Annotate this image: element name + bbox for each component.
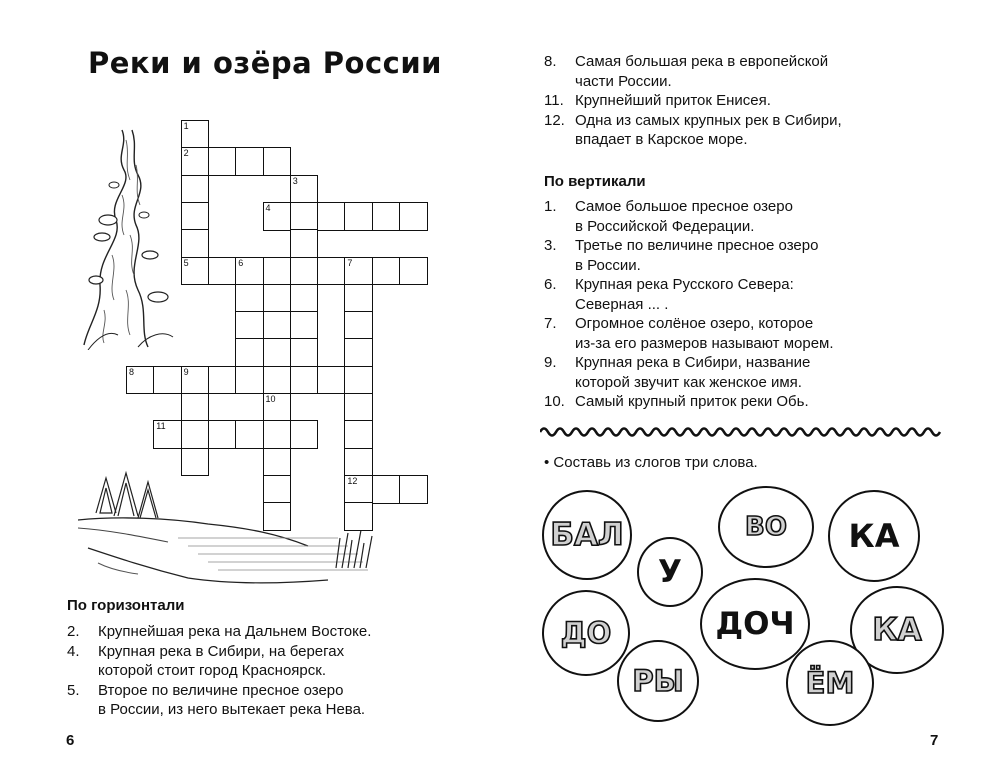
crossword-cell[interactable] — [344, 448, 373, 477]
clue-item-text: Второе по величине пресное озеро — [98, 681, 344, 699]
crossword-cell[interactable] — [208, 147, 237, 176]
crossword-cell[interactable] — [181, 147, 210, 176]
clue-number: 10 — [265, 394, 276, 404]
syllable-do: ДО — [560, 616, 612, 650]
crossword-cell[interactable] — [263, 202, 292, 231]
syllable-circle-do — [542, 590, 630, 676]
crossword-cell[interactable] — [344, 475, 373, 504]
crossword-cell[interactable] — [290, 366, 319, 395]
crossword-cell[interactable] — [263, 147, 292, 176]
clue-number: 7 — [347, 257, 353, 268]
clue-number: 2 — [183, 148, 189, 159]
crossword-cell[interactable] — [235, 420, 264, 449]
crossword-cell[interactable] — [153, 420, 182, 449]
crossword-cell[interactable] — [235, 311, 264, 340]
wavy-divider — [540, 424, 942, 440]
clue-item-text: Одна из самых крупных рек в Сибири, — [575, 111, 842, 129]
crossword-cell[interactable] — [290, 175, 319, 204]
page-number-right: 7 — [930, 732, 939, 749]
syllable-circle-bal — [542, 490, 632, 580]
crossword-cell[interactable] — [181, 202, 210, 231]
crossword-cell[interactable] — [372, 202, 401, 231]
crossword-cell[interactable] — [290, 311, 319, 340]
crossword-cell[interactable] — [263, 311, 292, 340]
clue-item-text: Крупная река в Сибири, название — [575, 354, 811, 371]
clue-item-text: Самое большое пресное озеро — [575, 198, 793, 215]
crossword-cell[interactable] — [372, 257, 401, 286]
clue-item-text: Крупнейший приток Енисея. — [575, 92, 771, 109]
crossword-cell[interactable] — [317, 257, 346, 286]
syllable-ry: РЫ — [632, 664, 684, 698]
clue-item-text: Третье по величине пресное озеро — [575, 237, 819, 254]
crossword-cell[interactable] — [181, 175, 210, 204]
crossword-cell[interactable] — [290, 257, 319, 286]
crossword-cell[interactable] — [344, 338, 373, 367]
crossword-cell[interactable] — [344, 502, 373, 531]
crossword-cell[interactable] — [181, 393, 210, 422]
clue-item-text: Огромное солёное озеро, которое — [575, 315, 814, 332]
crossword-cell[interactable] — [181, 366, 210, 395]
syllable-ka-outline: КА — [872, 612, 922, 648]
clue-item-number: 11. — [544, 92, 564, 109]
crossword-cell[interactable] — [235, 366, 264, 395]
crossword-cell[interactable] — [344, 284, 373, 313]
crossword-cell[interactable] — [235, 284, 264, 313]
clue-item-text: Северная ... . — [575, 295, 669, 313]
crossword-cell[interactable] — [290, 338, 319, 367]
clue-number: 3 — [292, 175, 298, 186]
clue-item-text: Крупнейшая река на Дальнем Востоке. — [98, 623, 372, 640]
crossword-grid — [0, 0, 500, 560]
crossword-cell[interactable] — [344, 366, 373, 395]
page-title: Реки и озёра России — [88, 46, 443, 80]
crossword-cell[interactable] — [290, 202, 319, 231]
crossword-cell[interactable] — [344, 420, 373, 449]
clue-item-text: которой звучит как женское имя. — [575, 373, 802, 391]
crossword-cell[interactable] — [263, 393, 292, 422]
clue-number: 6 — [238, 257, 244, 268]
crossword-cell[interactable] — [263, 366, 292, 395]
syllable-ka-dark: КА — [848, 517, 900, 555]
crossword-cell[interactable] — [153, 366, 182, 395]
syllable-yom: ЁМ — [805, 666, 855, 700]
down-heading: По вертикали — [544, 173, 646, 190]
clue-item-number: 7. — [544, 315, 557, 332]
crossword-cell[interactable] — [181, 420, 210, 449]
clue-item-text: из-за его размеров называют морем. — [575, 334, 834, 352]
clue-item-number: 3. — [544, 237, 557, 254]
clue-item-number: 2. — [67, 623, 80, 640]
clue-item-number: 9. — [544, 354, 557, 371]
crossword-cell[interactable] — [399, 257, 428, 286]
crossword-cell[interactable] — [208, 420, 237, 449]
syllable-circle-vo — [718, 486, 814, 568]
crossword-cell[interactable] — [126, 366, 155, 395]
crossword-cell[interactable] — [263, 284, 292, 313]
crossword-cell[interactable] — [181, 229, 210, 258]
crossword-cell[interactable] — [263, 502, 292, 531]
crossword-cell[interactable] — [263, 475, 292, 504]
syllable-circle-yom — [786, 640, 874, 726]
crossword-cell[interactable] — [263, 420, 292, 449]
crossword-cell[interactable] — [317, 202, 346, 231]
clue-item-number: 1. — [544, 198, 557, 215]
clue-item-text: Самый крупный приток реки Обь. — [575, 393, 809, 410]
crossword-cell[interactable] — [290, 229, 319, 258]
crossword-cell[interactable] — [235, 147, 264, 176]
clue-item-text: Крупная река Русского Севера: — [575, 276, 794, 293]
clue-item-text: Самая большая река в европейской — [575, 53, 829, 70]
crossword-cell[interactable] — [208, 366, 237, 395]
across-heading: По горизонтали — [67, 597, 185, 614]
syllable-circle-ka1 — [828, 490, 920, 582]
crossword-cell[interactable] — [399, 475, 428, 504]
syllable-bal: БАЛ — [550, 517, 624, 553]
syllable-vo: ВО — [745, 512, 787, 542]
crossword-cell[interactable] — [317, 366, 346, 395]
crossword-cell[interactable] — [263, 338, 292, 367]
crossword-cell[interactable] — [344, 311, 373, 340]
crossword-cell[interactable] — [235, 338, 264, 367]
clue-item-number: 6. — [544, 276, 557, 293]
syllable-circle-doch — [700, 578, 810, 670]
page-number-left: 6 — [66, 732, 75, 749]
clue-item-text: Крупная река в Сибири, на берегах — [98, 642, 345, 660]
crossword-cell[interactable] — [344, 257, 373, 286]
crossword-cell[interactable] — [263, 257, 292, 286]
syllable-circle-ry — [617, 640, 699, 722]
crossword-cell[interactable] — [399, 202, 428, 231]
crossword-cell[interactable] — [372, 475, 401, 504]
crossword-cell[interactable] — [344, 393, 373, 422]
crossword-cell[interactable] — [181, 257, 210, 286]
clue-item-text: в России, из него вытекает река Нева. — [98, 701, 366, 718]
syllable-instruction: • Составь из слогов три слова. — [544, 454, 758, 471]
crossword-cell[interactable] — [290, 420, 319, 449]
syllable-u: У — [658, 554, 682, 590]
syllable-circle-u — [637, 537, 703, 607]
clue-item-text: части России. — [575, 72, 672, 90]
crossword-cell[interactable] — [181, 448, 210, 477]
clue-item-number: 4. — [67, 642, 80, 660]
clue-item-number: 8. — [544, 53, 557, 70]
crossword-cell[interactable] — [290, 284, 319, 313]
clue-item-text: которой стоит город Красноярск. — [98, 662, 326, 679]
crossword-cell[interactable] — [181, 120, 210, 149]
clue-number: 1 — [183, 121, 189, 131]
clue-item-text: в России. — [575, 256, 641, 274]
crossword-cell[interactable] — [344, 202, 373, 231]
clue-item-number: 10. — [544, 393, 565, 410]
clue-item-text: в Российской Федерации. — [575, 217, 755, 235]
syllable-doch: ДОЧ — [715, 606, 795, 642]
clue-item-number: 5. — [67, 681, 80, 699]
clue-item-text: впадает в Карское море. — [575, 131, 748, 148]
crossword-cell[interactable] — [235, 257, 264, 286]
clue-number: 5 — [183, 257, 189, 268]
crossword-cell[interactable] — [263, 448, 292, 477]
clue-number: 9 — [183, 366, 189, 377]
crossword-cell[interactable] — [208, 257, 237, 286]
clue-number: 12 — [347, 475, 358, 486]
clue-number: 8 — [129, 366, 135, 377]
clue-number: 4 — [265, 202, 271, 213]
clue-number: 11 — [156, 421, 166, 432]
clue-item-number: 12. — [544, 111, 565, 129]
